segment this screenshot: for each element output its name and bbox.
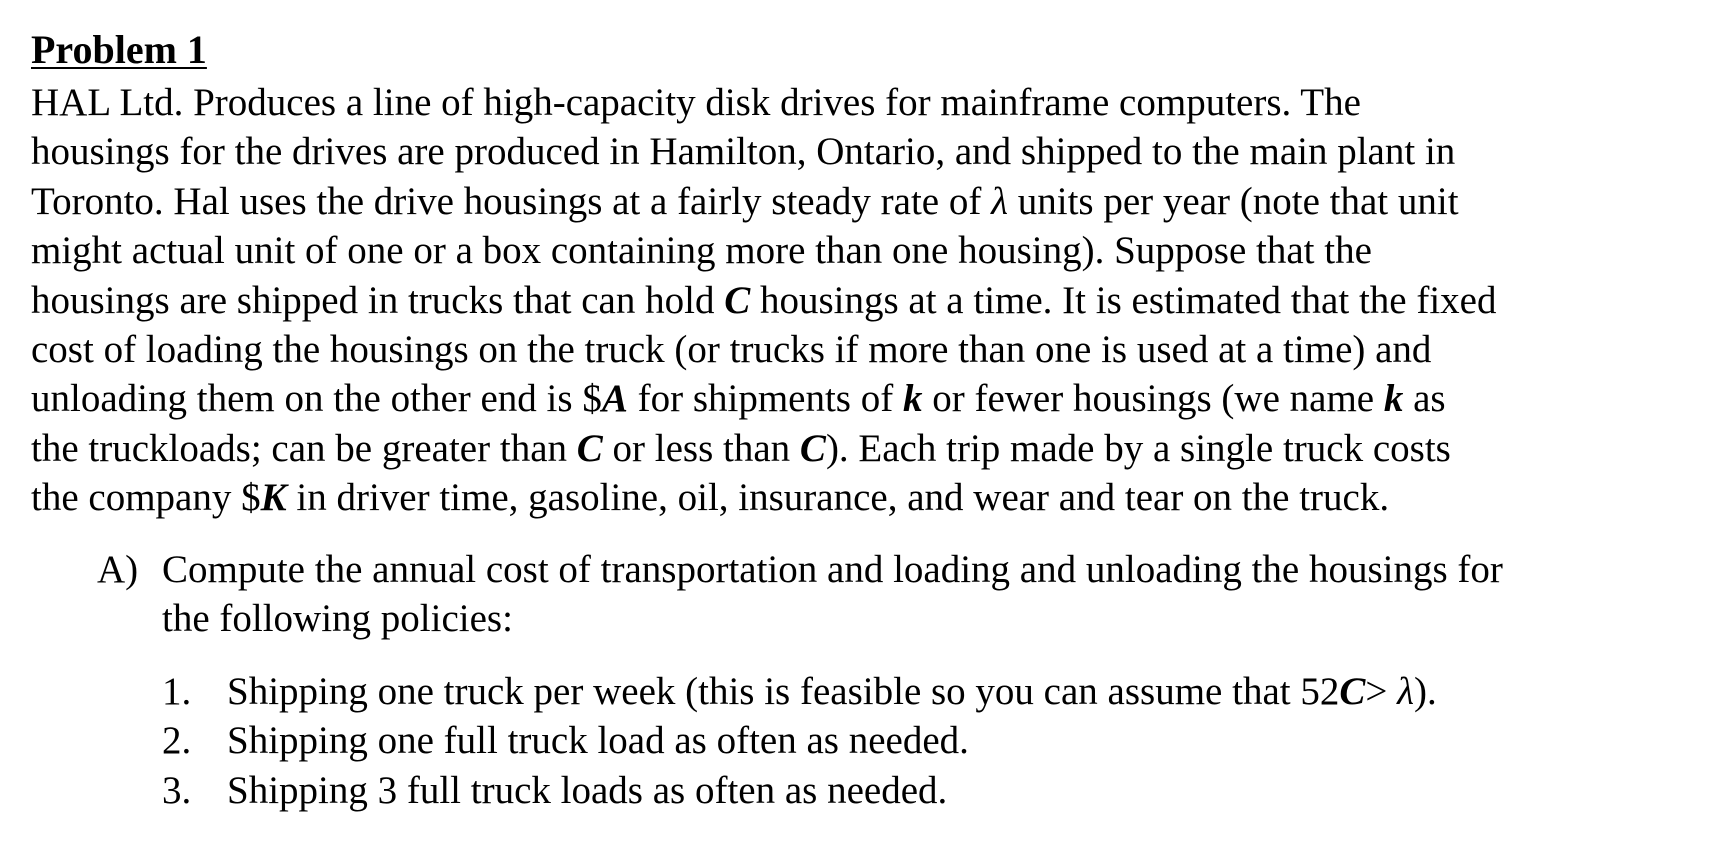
part-a-line: the following policies: (162, 596, 513, 640)
variable-k: k (902, 377, 923, 421)
variable-C: C (724, 278, 751, 322)
policy-item (162, 766, 1691, 816)
statement-line: the company $K in driver time, gasoline, oil, insurance, and wear and tear on the truck. (31, 476, 1390, 520)
policy-text: Shipping one full truck load as often as needed. (227, 719, 969, 763)
policy-item: 1. Shipping one truck per week (this is feasible so you can assume that 52C> λ). (162, 667, 1691, 717)
policy-text: Shipping 3 full truck loads as often as needed. (227, 768, 948, 812)
policy-number: 3. (162, 768, 192, 812)
part-a-question (162, 545, 1691, 643)
problem-statement (31, 78, 1691, 523)
statement-line: HAL Ltd. Produces a line of high-capacity disk drives for mainframe computers. The (31, 81, 1361, 124)
policy-number: 2. (162, 719, 192, 763)
lambda-symbol: λ (1397, 669, 1415, 713)
policy-number: 1. (162, 669, 192, 713)
variable-k: k (1383, 377, 1404, 421)
variable-C: C (1339, 669, 1366, 713)
variable-C: C (576, 426, 603, 470)
statement-line: cost of loading the housings on the truck (or trucks if more than one is used at a time) and (31, 328, 1432, 372)
lambda-symbol: λ (991, 179, 1008, 223)
policy-item (162, 716, 1691, 766)
statement-line: Toronto. Hal uses the drive housings at a fairly steady rate of λ units per year (note that unit (31, 179, 1459, 223)
part-a-line: Compute the annual cost of transportation and loading and unloading the housings for (162, 547, 1503, 591)
statement-line: unloading them on the other end is $A for shipments of k or fewer housings (we name k as (31, 377, 1446, 421)
statement-line: housings are shipped in trucks that can hold C housings at a time. It is estimated that the fixed (31, 278, 1497, 322)
variable-K: K (260, 476, 287, 520)
problem-title: Problem 1 (31, 27, 207, 72)
problem-document (31, 24, 1691, 815)
statement-line: housings for the drives are produced in Hamilton, Ontario, and shipped to the main plant in (31, 130, 1456, 174)
variable-A: A (601, 377, 628, 421)
statement-line: might actual unit of one or a box containing more than one housing). Suppose that the (31, 229, 1372, 273)
statement-line: the truckloads; can be greater than C or less than C). Each trip made by a single truck costs (31, 426, 1451, 470)
part-a (97, 545, 1691, 643)
part-a-label: A) (97, 547, 139, 591)
variable-C: C (799, 426, 826, 470)
policy-list (162, 667, 1691, 816)
